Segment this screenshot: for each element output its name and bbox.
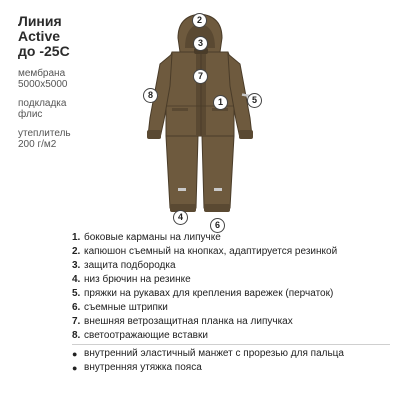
feature-number: 6. bbox=[72, 302, 81, 313]
feature-item bbox=[72, 288, 390, 300]
feature-number: 5. bbox=[72, 288, 81, 299]
marker-1: 1 bbox=[213, 95, 228, 110]
feature-text: капюшон съемный на кнопках, адаптируется резинкой bbox=[84, 246, 338, 257]
feature-number: 7. bbox=[72, 316, 81, 327]
feature-text: внешняя ветрозащитная планка на липучках bbox=[84, 316, 293, 327]
spec-lining bbox=[18, 98, 136, 120]
spec-label: подкладка bbox=[18, 98, 67, 109]
feature-text: боковые карманы на липучке bbox=[84, 232, 221, 243]
feature-number: 8. bbox=[72, 330, 81, 341]
feature-item bbox=[72, 232, 390, 244]
feature-item bbox=[72, 246, 390, 258]
feature-item bbox=[72, 330, 390, 342]
left-leg bbox=[166, 136, 198, 208]
feature-text: низ брючин на резинке bbox=[84, 274, 191, 285]
marker-8: 8 bbox=[143, 88, 158, 103]
title-line-2: Active bbox=[18, 28, 61, 44]
spec-membrane bbox=[18, 68, 136, 90]
feature-text: съемные штрипки bbox=[84, 302, 168, 313]
extra-item bbox=[72, 362, 390, 374]
marker-4: 4 bbox=[173, 210, 188, 225]
feature-text: пряжки на рукавах для крепления варежек (перчаток) bbox=[84, 288, 334, 299]
feature-text: защита подбородка bbox=[84, 260, 176, 271]
spec-value: 200 г/м2 bbox=[18, 139, 57, 150]
spec-value: 5000х5000 bbox=[18, 79, 68, 90]
collection-title bbox=[18, 14, 136, 59]
spec-label: утеплитель bbox=[18, 128, 71, 139]
bullet-icon: ● bbox=[72, 349, 78, 359]
bullet-icon: ● bbox=[72, 363, 78, 373]
spec-label: мембрана bbox=[18, 68, 66, 79]
marker-3: 3 bbox=[193, 36, 208, 51]
right-leg bbox=[202, 136, 234, 208]
marker-2: 2 bbox=[192, 13, 207, 28]
features-list bbox=[72, 232, 390, 376]
feature-item bbox=[72, 302, 390, 314]
divider bbox=[72, 344, 390, 345]
spec-insulation bbox=[18, 128, 136, 150]
feature-item bbox=[72, 316, 390, 328]
title-line-3: до -25С bbox=[18, 43, 70, 59]
feature-number: 1. bbox=[72, 232, 81, 243]
marker-7: 7 bbox=[193, 69, 208, 84]
feature-item bbox=[72, 274, 390, 286]
marker-6: 6 bbox=[210, 218, 225, 233]
feature-text: светоотражающие вставки bbox=[84, 330, 208, 341]
spec-value: флис bbox=[18, 109, 43, 120]
extra-text: внутренний эластичный манжет с прорезью для пальца bbox=[84, 348, 344, 359]
extra-text: внутренняя утяжка пояса bbox=[84, 362, 202, 373]
feature-item bbox=[72, 260, 390, 272]
feature-number: 4. bbox=[72, 274, 81, 285]
marker-5: 5 bbox=[247, 93, 262, 108]
feature-number: 2. bbox=[72, 246, 81, 257]
feature-number: 3. bbox=[72, 260, 81, 271]
specs-panel bbox=[18, 14, 136, 150]
title-line-1: Линия bbox=[18, 13, 62, 29]
extra-item bbox=[72, 348, 390, 360]
